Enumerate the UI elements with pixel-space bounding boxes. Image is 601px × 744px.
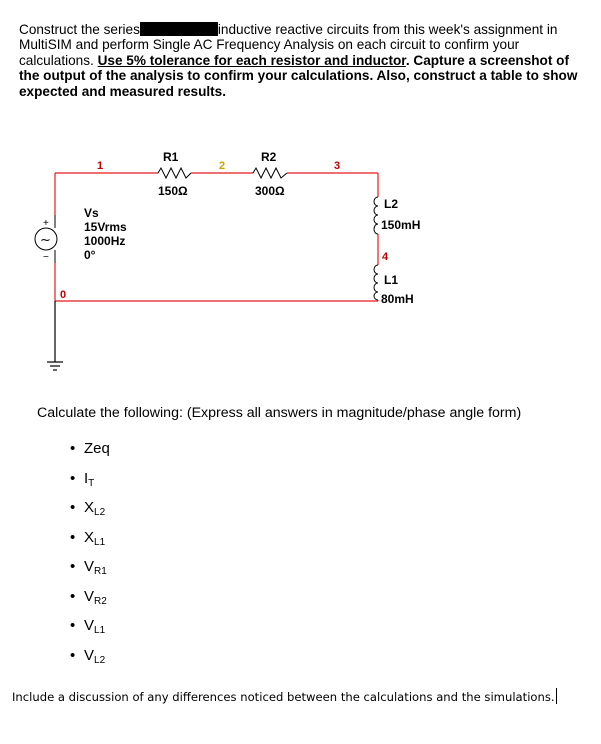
l2-name: L2 — [384, 197, 399, 211]
item-main: V — [84, 617, 95, 634]
item-sub: L1 — [94, 536, 106, 548]
source-phase: 0° — [84, 248, 96, 262]
list-item-vl2 — [70, 646, 110, 677]
bullet-icon: • — [70, 646, 76, 664]
assignment-instructions — [19, 22, 589, 99]
bullet-icon: • — [70, 558, 76, 575]
item-sub: L2 — [94, 507, 106, 518]
list-item-vr2 — [70, 587, 110, 618]
item-sub: R1 — [94, 566, 107, 577]
source-wave-icon: ~ — [40, 233, 51, 248]
list-item-xl2 — [70, 499, 110, 529]
bullet-icon: • — [70, 440, 76, 457]
node-1-label: 1 — [97, 160, 104, 172]
bullet-icon: • — [70, 469, 76, 487]
resistor-r1-symbol — [158, 168, 191, 178]
node-3-label: 3 — [334, 160, 341, 172]
item-main: Zeq — [84, 440, 110, 457]
l2-value: 150mH — [381, 218, 421, 232]
list-item-vr1 — [70, 558, 110, 588]
r1-value: 150Ω — [158, 184, 188, 198]
bullet-icon: • — [70, 587, 76, 605]
calc-heading: Calculate the following: (Express all answers in magnitude/phase angle form) — [37, 405, 522, 421]
item-sub: L2 — [94, 654, 106, 666]
item-main: I — [84, 469, 89, 487]
source-plus-sign: + — [43, 218, 49, 229]
intro-text-end: . Capture a screenshot of the output of the analysis to confirm your calculations. Also, construct a table to show expected and measured results. — [19, 52, 578, 99]
item-main: V — [84, 646, 95, 664]
r2-name: R2 — [261, 150, 277, 164]
item-main: V — [84, 587, 95, 605]
item-sub: R2 — [94, 595, 107, 607]
list-item-xl1 — [70, 528, 110, 559]
bullet-icon: • — [70, 617, 76, 634]
node-2-label: 2 — [219, 160, 226, 172]
l1-value: 80mH — [381, 292, 414, 306]
inductor-l1-symbol — [374, 265, 378, 300]
tolerance-instruction: Use 5% tolerance for each resistor and inductor — [97, 52, 406, 68]
intro-text-start: Construct the series — [19, 22, 140, 37]
l1-name: L1 — [384, 273, 399, 287]
discussion-text: Include a discussion of any differences noticed between the calculations and the simulations. — [12, 690, 555, 704]
resistor-r2-symbol — [253, 168, 287, 178]
item-main: X — [84, 499, 95, 516]
source-name: Vs — [84, 206, 99, 220]
node-0-label: 0 — [60, 289, 67, 301]
item-main: X — [84, 528, 95, 546]
source-voltage: 15Vrms — [84, 220, 127, 234]
list-item-vl1 — [70, 617, 110, 647]
discussion-prompt[interactable] — [12, 688, 557, 704]
r1-name: R1 — [163, 150, 179, 164]
intro-text-middle: inductive reactive circuits from this week's assignment in MultiSIM and perform Single AC Frequency Analysis on each circuit to confirm your calculations. — [19, 22, 558, 68]
quantities-list — [70, 440, 110, 676]
item-main: V — [84, 558, 95, 575]
node-4-label: 4 — [382, 251, 389, 263]
source-frequency: 1000Hz — [84, 234, 126, 248]
r2-value: 300Ω — [255, 184, 285, 198]
text-cursor — [556, 688, 557, 704]
list-item-it — [70, 469, 110, 500]
item-sub: T — [88, 477, 95, 489]
circuit-schematic — [0, 130, 601, 380]
list-item-zeq — [70, 440, 110, 470]
source-minus-sign: − — [43, 252, 49, 263]
item-sub: L1 — [94, 625, 106, 636]
bullet-icon: • — [70, 499, 76, 516]
inductor-l2-symbol — [374, 197, 378, 234]
redacted-block — [140, 22, 218, 36]
bullet-icon: • — [70, 528, 76, 546]
